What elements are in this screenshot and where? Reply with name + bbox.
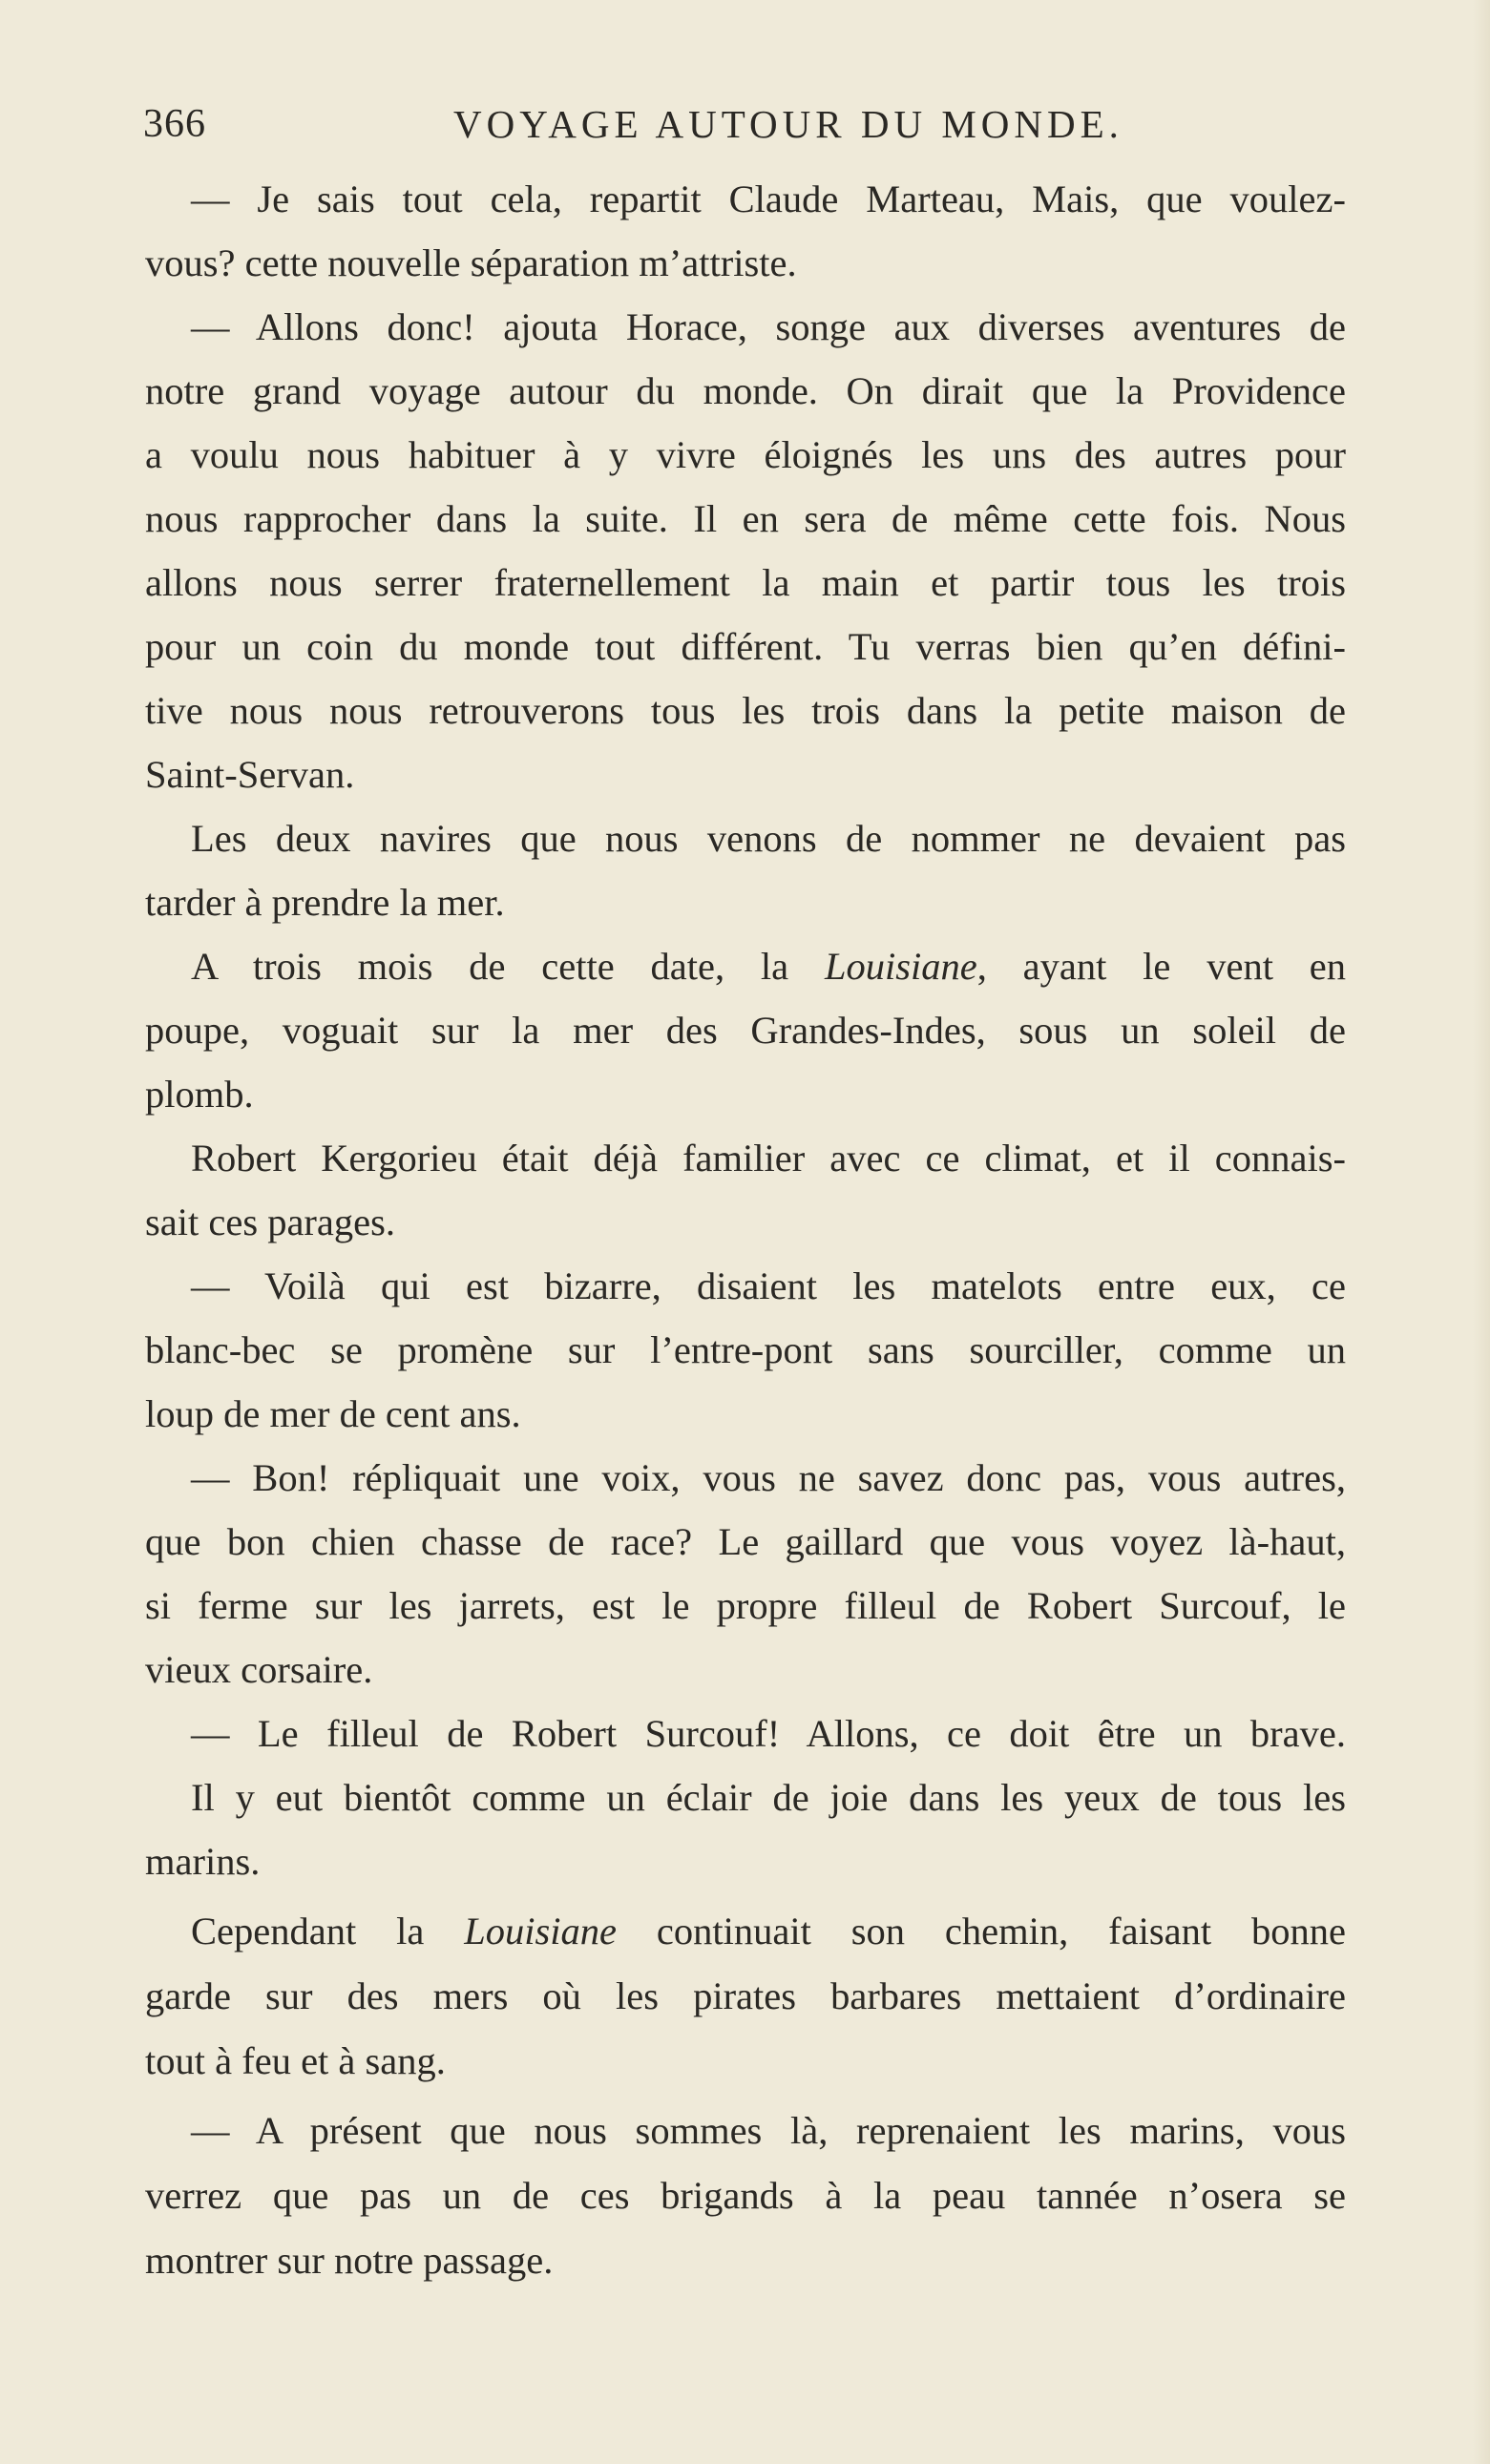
- text-line: vieux corsaire.: [145, 1648, 373, 1691]
- text-line: tout à feu et à sang.: [145, 2039, 446, 2082]
- text-line: [191, 1899, 1346, 1964]
- text-line: que bon chien chasse de race? Le gaillard que vous voyez là-haut,: [145, 1520, 1346, 1563]
- text-line: Robert Kergorieu était déjà familier avec ce climat, et il connais-: [191, 1137, 1346, 1180]
- text-run: continuait son chemin, faisant bonne: [617, 1910, 1347, 1952]
- text-line: poupe, voguait sur la mer des Grandes-Indes, sous un soleil de: [145, 1009, 1346, 1052]
- text-line: — Voilà qui est bizarre, disaient les matelots entre eux, ce: [191, 1264, 1346, 1307]
- text-line: tive nous nous retrouverons tous les trois dans la petite maison de: [145, 689, 1346, 732]
- text-line: tarder à prendre la mer.: [145, 881, 505, 924]
- running-title: VOYAGE AUTOUR DU MONDE.: [453, 102, 1123, 146]
- ship-name: Louisiane: [464, 1910, 617, 1952]
- text-line: allons nous serrer fraternellement la main et partir tous les trois: [145, 561, 1346, 604]
- page-number: 366: [143, 102, 206, 146]
- text-line: si ferme sur les jarrets, est le propre filleul de Robert Surcouf, le: [145, 1584, 1346, 1627]
- text-line: plomb.: [145, 1073, 254, 1116]
- text-line: Il y eut bientôt comme un éclair de joie dans les yeux de tous les: [191, 1776, 1346, 1819]
- text-line: loup de mer de cent ans.: [145, 1392, 521, 1435]
- text-line: blanc-bec se promène sur l’entre-pont sans sourciller, comme un: [145, 1328, 1346, 1371]
- text-run: , ayant le vent en: [976, 945, 1346, 988]
- text-line: — Allons donc! ajouta Horace, songe aux diverses aventures de: [191, 305, 1346, 348]
- text-line: sait ces parages.: [145, 1201, 396, 1243]
- text-line: Les deux navires que nous venons de nommer ne devaient pas: [191, 817, 1346, 860]
- text-run: Cependant la: [191, 1910, 465, 1952]
- page-edge-shadow: [1473, 0, 1490, 2464]
- running-header: [143, 95, 1351, 153]
- text-line: [191, 934, 1346, 999]
- text-line: — Je sais tout cela, repartit Claude Marteau, Mais, que voulez-: [191, 177, 1346, 220]
- text-line: Saint-Servan.: [145, 753, 355, 796]
- text-line: montrer sur notre passage.: [145, 2239, 554, 2282]
- text-line: marins.: [145, 1840, 261, 1883]
- text-line: notre grand voyage autour du monde. On dirait que la Providence: [145, 369, 1346, 412]
- text-line: garde sur des mers où les pirates barbares mettaient d’ordinaire: [145, 1974, 1346, 2017]
- text-line: nous rapprocher dans la suite. Il en sera de même cette fois. Nous: [145, 497, 1346, 540]
- text-line: — Le filleul de Robert Surcouf! Allons, ce doit être un brave.: [191, 1712, 1346, 1755]
- text-line: — Bon! répliquait une voix, vous ne savez donc pas, vous autres,: [191, 1456, 1346, 1499]
- text-run: A trois mois de cette date, la: [191, 945, 825, 988]
- text-line: vous? cette nouvelle séparation m’attriste.: [145, 241, 797, 284]
- text-line: verrez que pas un de ces brigands à la peau tannée n’osera se: [145, 2174, 1346, 2217]
- text-line: a voulu nous habituer à y vivre éloignés les uns des autres pour: [145, 433, 1346, 476]
- ship-name: Louisiane: [824, 945, 977, 988]
- text-line: — A présent que nous sommes là, reprenaient les marins, vous: [191, 2109, 1346, 2152]
- text-line: pour un coin du monde tout différent. Tu verras bien qu’en défini-: [145, 625, 1346, 668]
